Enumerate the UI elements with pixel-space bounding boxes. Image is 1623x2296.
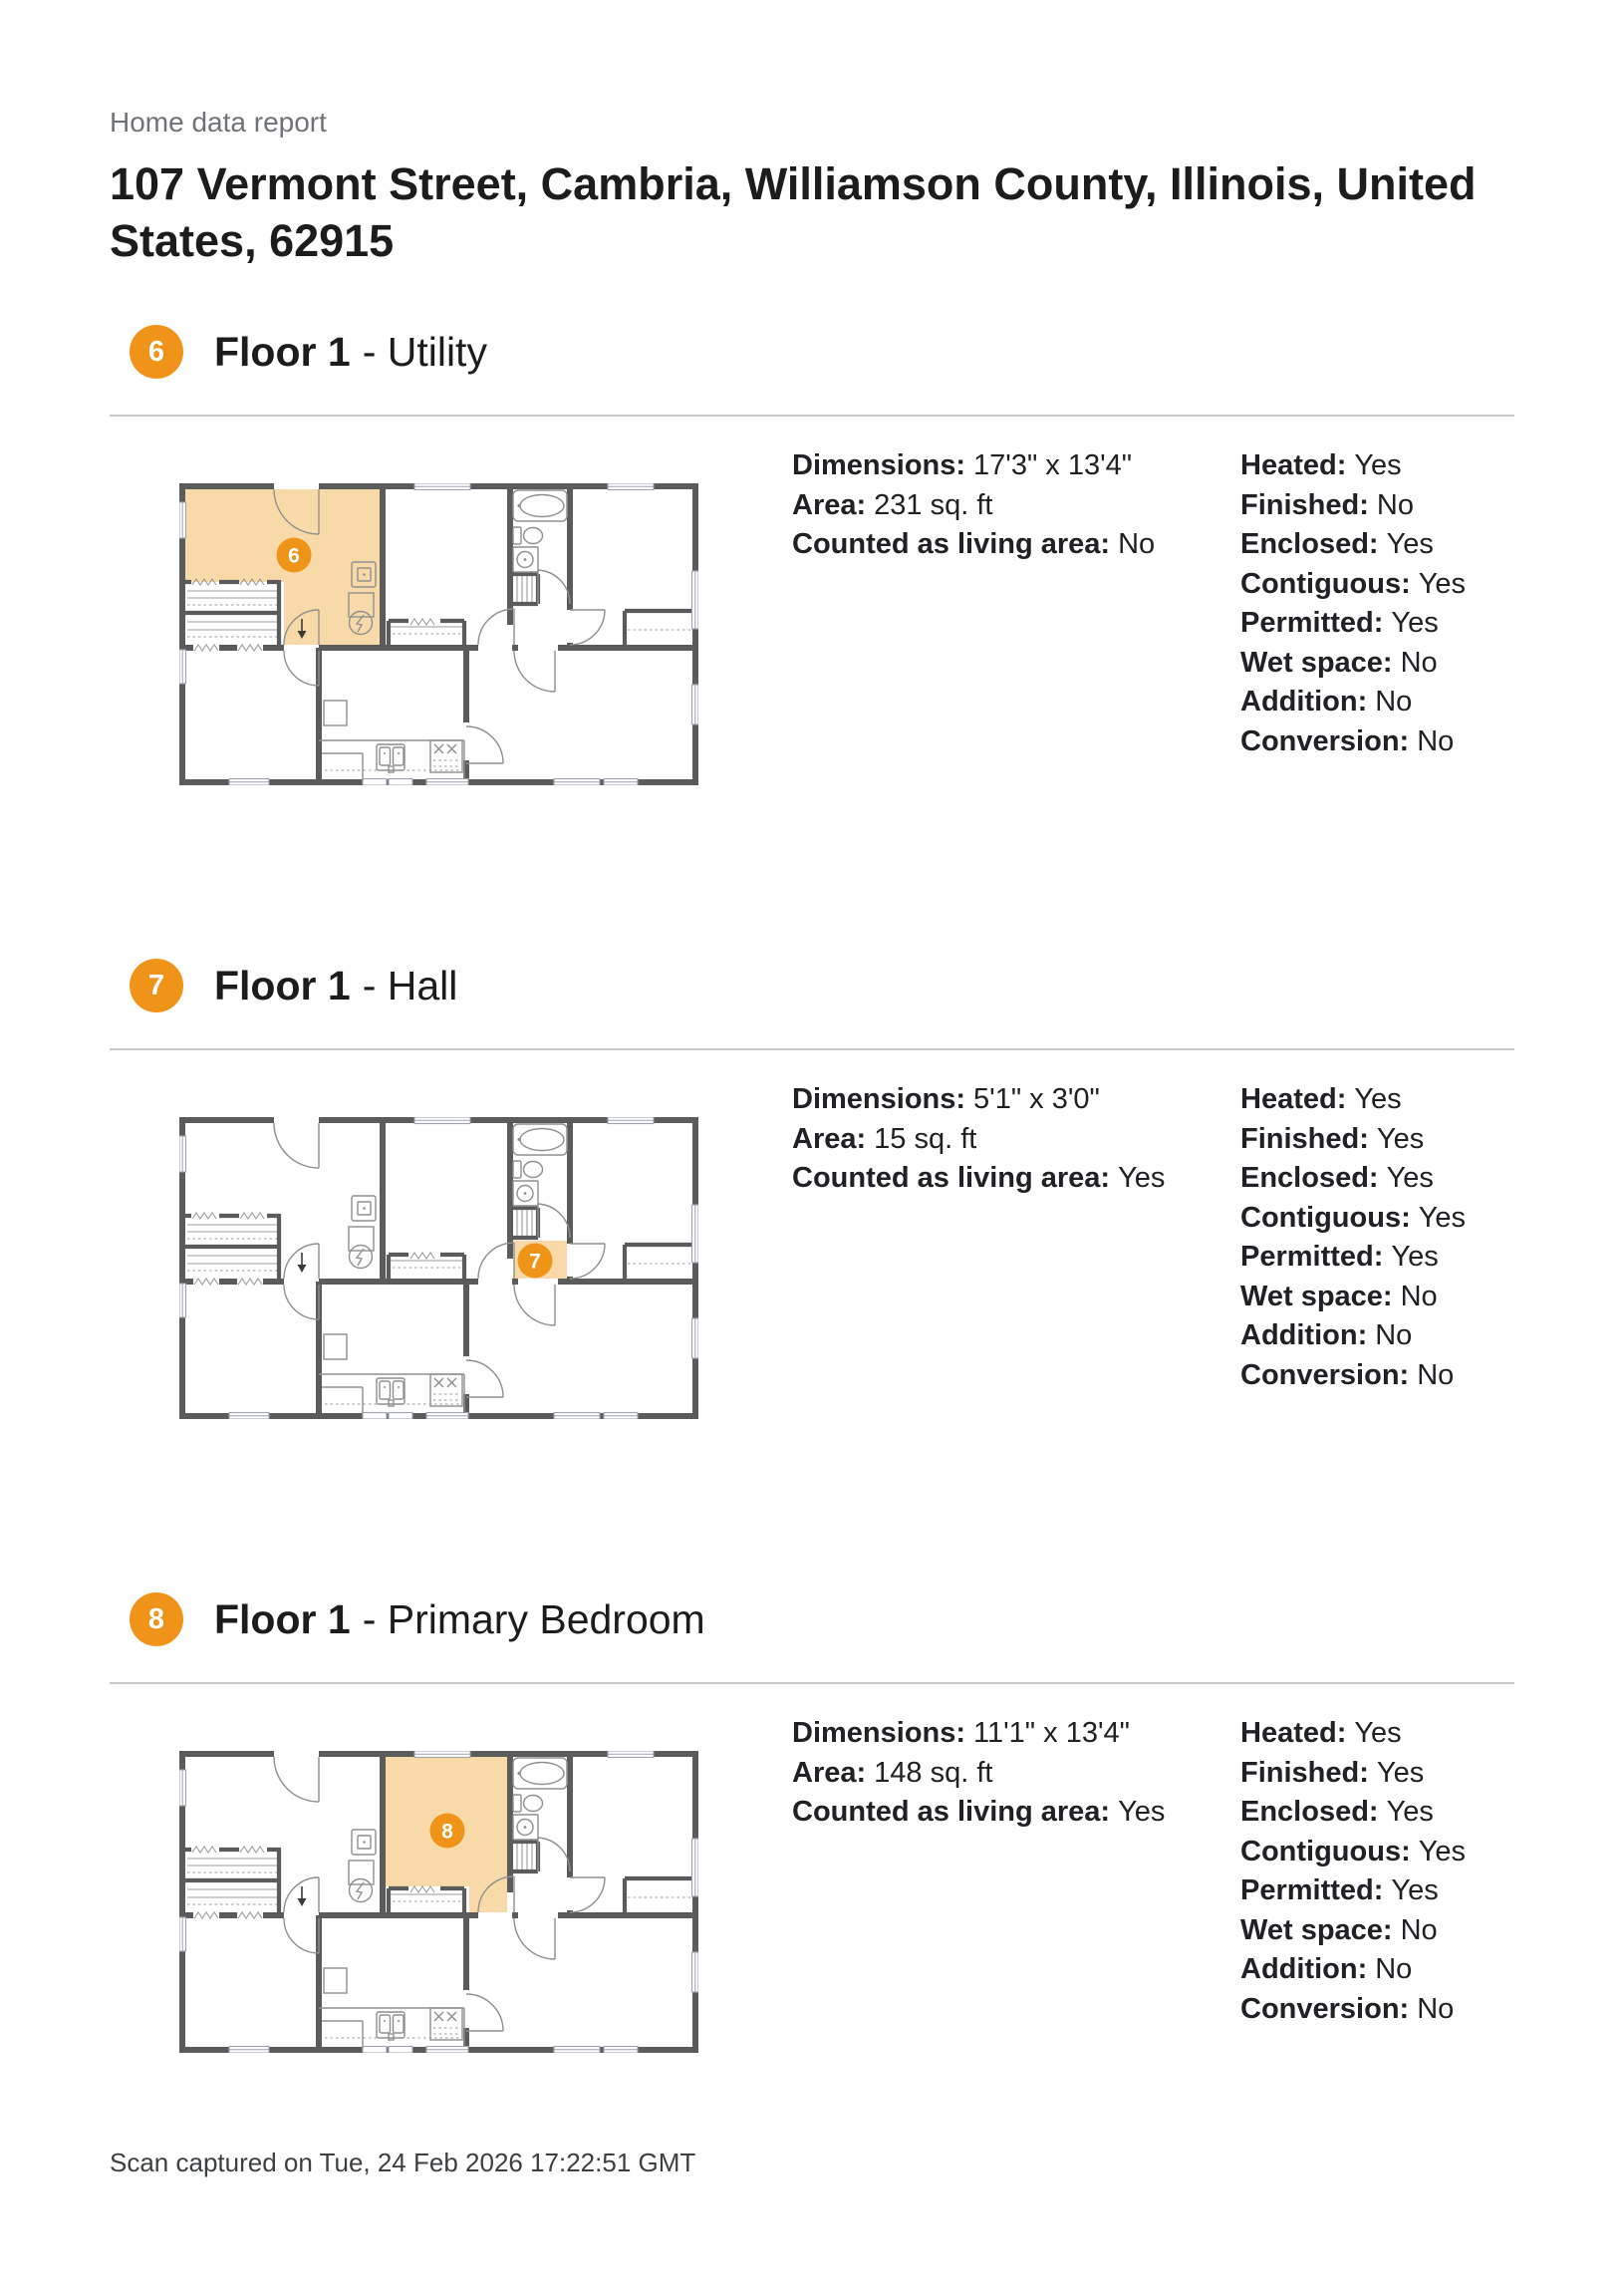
room-attributes — [1240, 1714, 1466, 2029]
attribute-row — [1240, 486, 1466, 526]
room-attributes — [1240, 446, 1466, 761]
attribute-label: Heated: — [1240, 1717, 1347, 1749]
detail-label: Counted as living area: — [792, 1162, 1111, 1194]
attribute-value: Yes — [1386, 528, 1434, 560]
address-line-2: States, 62915 — [110, 215, 395, 266]
attribute-row — [1240, 722, 1466, 762]
detail-value: Yes — [1118, 1796, 1166, 1828]
attribute-label: Heated: — [1240, 449, 1347, 481]
attribute-value: No — [1417, 724, 1455, 757]
address-line-1: 107 Vermont Street, Cambria, Williamson County, Illinois, United — [110, 158, 1477, 209]
svg-text:7: 7 — [529, 1250, 541, 1274]
attribute-row — [1240, 525, 1466, 565]
attribute-row — [1240, 1990, 1466, 2030]
attribute-label: Enclosed: — [1240, 1796, 1379, 1828]
attribute-value: Yes — [1376, 1756, 1425, 1789]
section-number-badge: 7 — [130, 959, 183, 1012]
attribute-label: Conversion: — [1240, 1358, 1410, 1391]
room-attributes — [1240, 1080, 1466, 1395]
attribute-value: Yes — [1391, 1874, 1439, 1906]
attribute-label: Permitted: — [1240, 1241, 1384, 1273]
attribute-label: Finished: — [1240, 1122, 1369, 1155]
detail-value: 148 sq. ft — [874, 1756, 993, 1789]
section-divider — [110, 1048, 1514, 1050]
section-header — [130, 325, 1513, 379]
attribute-label: Enclosed: — [1240, 528, 1379, 560]
attribute-value: No — [1376, 488, 1414, 521]
detail-value: No — [1118, 528, 1156, 560]
detail-row — [792, 1714, 1240, 1754]
attribute-value: Yes — [1354, 1717, 1402, 1749]
section-header — [130, 959, 1513, 1012]
attribute-label: Permitted: — [1240, 1874, 1384, 1906]
plan-badge-icon — [430, 1814, 465, 1849]
attribute-label: Addition: — [1240, 686, 1368, 718]
detail-row — [792, 1120, 1240, 1160]
attribute-row — [1240, 1120, 1466, 1160]
detail-label: Counted as living area: — [792, 1796, 1111, 1828]
detail-label: Area: — [792, 1122, 867, 1155]
attribute-value: No — [1375, 1319, 1413, 1351]
room-label: - Utility — [362, 328, 487, 375]
detail-label: Dimensions: — [792, 449, 966, 481]
attribute-label: Enclosed: — [1240, 1162, 1379, 1194]
attribute-value: Yes — [1418, 567, 1467, 600]
attribute-row — [1240, 1911, 1466, 1951]
attribute-value: No — [1375, 1953, 1413, 1985]
attribute-row — [1240, 1793, 1466, 1833]
attribute-label: Finished: — [1240, 488, 1369, 521]
detail-label: Area: — [792, 1756, 867, 1789]
attribute-row — [1240, 1833, 1466, 1872]
attribute-label: Contiguous: — [1240, 1201, 1411, 1234]
attribute-value: Yes — [1418, 1201, 1467, 1234]
detail-row — [792, 1754, 1240, 1794]
attribute-row — [1240, 644, 1466, 684]
room-label: - Primary Bedroom — [362, 1595, 705, 1642]
attribute-label: Conversion: — [1240, 1992, 1410, 2025]
attribute-row — [1240, 1871, 1466, 1911]
attribute-row — [1240, 1754, 1466, 1794]
attribute-row — [1240, 604, 1466, 644]
attribute-label: Conversion: — [1240, 724, 1410, 757]
room-details — [792, 1080, 1240, 1199]
attribute-row — [1240, 1714, 1466, 1754]
detail-label: Dimensions: — [792, 1083, 966, 1115]
attribute-row — [1240, 446, 1466, 486]
attribute-value: Yes — [1386, 1162, 1434, 1194]
section-body — [110, 1714, 1513, 2053]
attribute-row — [1240, 1238, 1466, 1278]
floor-label: Floor 1 — [214, 1595, 351, 1642]
attribute-value: Yes — [1391, 607, 1439, 639]
detail-label: Area: — [792, 488, 867, 521]
detail-row — [792, 1159, 1240, 1199]
svg-text:8: 8 — [441, 1820, 453, 1844]
detail-row — [792, 486, 1240, 526]
section-number-badge: 6 — [130, 325, 183, 379]
attribute-row — [1240, 565, 1466, 605]
attribute-value: No — [1400, 646, 1438, 679]
attribute-row — [1240, 1316, 1466, 1356]
attribute-label: Contiguous: — [1240, 567, 1411, 600]
floor-label: Floor 1 — [214, 962, 351, 1008]
attribute-value: Yes — [1354, 1083, 1402, 1115]
floor-plan-image-hall — [179, 1117, 698, 1419]
attribute-label: Contiguous: — [1240, 1835, 1411, 1867]
floor-label: Floor 1 — [214, 328, 351, 375]
detail-row — [792, 446, 1240, 486]
report-eyebrow: Home data report — [110, 107, 327, 138]
floor-plan-svg — [179, 483, 698, 785]
attribute-label: Permitted: — [1240, 607, 1384, 639]
detail-row — [792, 1793, 1240, 1833]
detail-value: 231 sq. ft — [874, 488, 993, 521]
section-divider — [110, 415, 1514, 417]
detail-value: Yes — [1118, 1162, 1166, 1194]
detail-value: 11'1" x 13'4" — [973, 1717, 1130, 1749]
attribute-value: Yes — [1391, 1241, 1439, 1273]
detail-label: Dimensions: — [792, 1717, 966, 1749]
room-label: - Hall — [362, 962, 458, 1008]
attribute-row — [1240, 1356, 1466, 1396]
section-header — [130, 1592, 1513, 1646]
attribute-value: No — [1375, 686, 1413, 718]
attribute-row — [1240, 1080, 1466, 1120]
section-body — [110, 446, 1513, 785]
floor-plan-svg — [179, 1751, 698, 2053]
detail-label: Counted as living area: — [792, 528, 1111, 560]
detail-value: 5'1" x 3'0" — [973, 1083, 1100, 1115]
attribute-row — [1240, 1199, 1466, 1239]
floor-plan-image-utility — [179, 483, 698, 785]
attribute-label: Wet space: — [1240, 1280, 1393, 1312]
detail-value: 17'3" x 13'4" — [973, 449, 1133, 481]
attribute-label: Addition: — [1240, 1953, 1368, 1985]
attribute-label: Heated: — [1240, 1083, 1347, 1115]
attribute-value: No — [1400, 1913, 1438, 1946]
attribute-value: Yes — [1386, 1796, 1434, 1828]
floor-plan-image-primary-bedroom — [179, 1751, 698, 2053]
room-details — [792, 1714, 1240, 1833]
detail-value: 15 sq. ft — [874, 1122, 977, 1155]
plan-badge-icon — [277, 538, 312, 573]
attribute-value: No — [1417, 1358, 1455, 1391]
attribute-label: Addition: — [1240, 1319, 1368, 1351]
attribute-label: Wet space: — [1240, 1913, 1393, 1946]
attribute-value: Yes — [1418, 1835, 1467, 1867]
attribute-row — [1240, 683, 1466, 722]
attribute-value: Yes — [1376, 1122, 1425, 1155]
detail-row — [792, 1080, 1240, 1120]
floor-plan-svg — [179, 1117, 698, 1419]
section-title — [214, 1596, 705, 1643]
room-section-primary-bedroom — [110, 1592, 1513, 2053]
attribute-label: Finished: — [1240, 1756, 1369, 1789]
attribute-value: Yes — [1354, 449, 1402, 481]
property-address — [110, 155, 1513, 269]
attribute-value: No — [1417, 1992, 1455, 2025]
attribute-row — [1240, 1278, 1466, 1317]
scan-capture-note: Scan captured on Tue, 24 Feb 2026 17:22:51 GMT — [110, 2148, 696, 2177]
attribute-row — [1240, 1950, 1466, 1990]
section-number-badge: 8 — [130, 1592, 183, 1646]
plan-badge-icon — [518, 1244, 553, 1279]
attribute-value: No — [1400, 1280, 1438, 1312]
section-title — [214, 963, 457, 1009]
section-body — [110, 1080, 1513, 1419]
attribute-label: Wet space: — [1240, 646, 1393, 679]
section-divider — [110, 1682, 1514, 1684]
room-details — [792, 446, 1240, 565]
room-section-hall — [110, 959, 1513, 1419]
attribute-row — [1240, 1159, 1466, 1199]
section-title — [214, 329, 487, 376]
detail-row — [792, 525, 1240, 565]
svg-text:6: 6 — [288, 544, 300, 568]
room-section-utility — [110, 325, 1513, 785]
